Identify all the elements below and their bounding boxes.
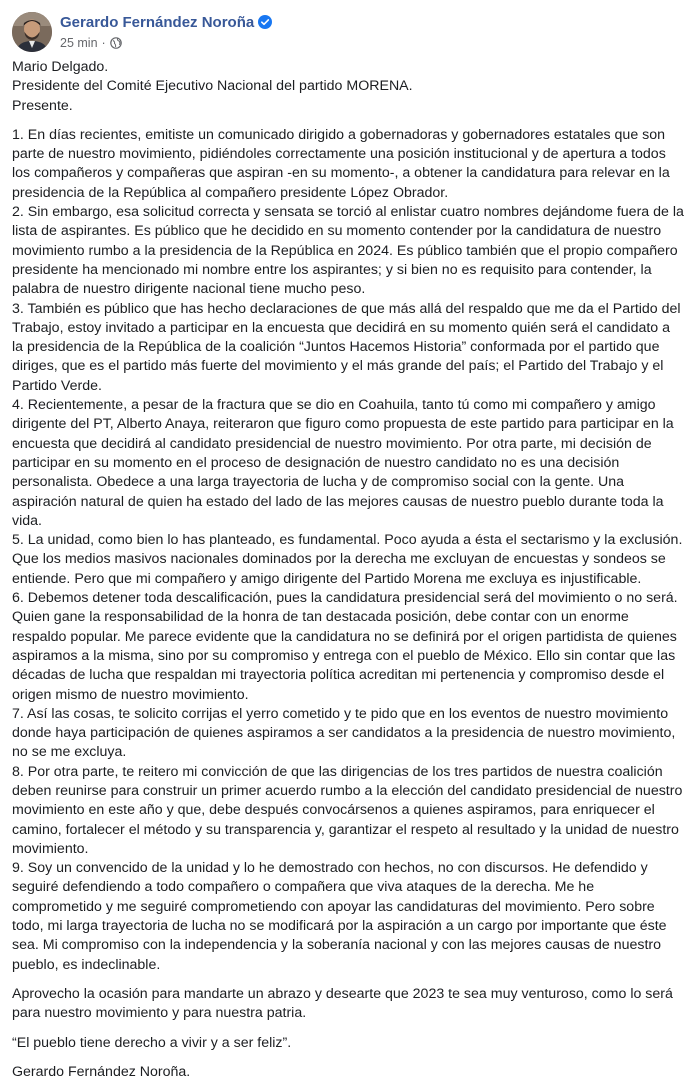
letter-point: 3. También es público que has hecho declaraciones de que más allá del respaldo que me da el Partido del Trabajo, estoy invitado a participar en la encuesta que decidirá en su momento quién será el candidato a la presidencia de la República de la coalición “Juntos Hacemos Historia” conformada por el partido que diriges, que es el partido más fuerte del movimiento y el más grande del país; el Partido del Trabajo y el Partido Verde. [12, 300, 681, 394]
letter-point: 8. Por otra parte, te reitero mi convicción de que las dirigencias de los tres partidos de nuestra coalición deben reunirse para construir un primer acuerdo rumbo a la elección del candidato presidencial de nuestro movimiento en este año y que, debe después convocársenos a quienes aspiramos, para enriquecer el camino, fortalecer el método y su transparencia y, garantizar el respeto al resultado y la unidad de nuestro movimiento. [12, 763, 683, 857]
letter-point: 9. Soy un convencido de la unidad y lo he demostrado con hechos, no con discursos. He defendido y seguiré defendiendo a todo compañero o compañera que viva ataques de la derecha. Me he comprometido y me seguiré comprometiendo con apoyar las candidaturas del movimiento. Pero sobre todo, mi larga trayectoria de lucha no se modificará por la aspiración a un cargo por importante que éste sea. Mi compromiso con la independencia y la soberanía nacional y con las mejores causas de nuestro pueblo, es indeclinable. [12, 860, 667, 973]
salutation-line: Presente. [12, 97, 73, 114]
post-timestamp[interactable]: 25 min [60, 35, 98, 50]
avatar[interactable] [12, 12, 52, 52]
post-header [12, 10, 272, 54]
signature: Gerardo Fernández Noroña. [12, 1063, 191, 1080]
letter-point: 5. La unidad, como bien lo has planteado, es fundamental. Poco ayuda a ésta el sectarismo y la exclusión. Que los medios masivos nacionales dominados por la derecha me excluyan de encuestas y sondeos se entiende. Pero que mi compañero y amigo dirigente del Partido Morena me excluya es injustificable. [12, 532, 683, 587]
avatar-photo-icon [12, 12, 52, 52]
post-subline [60, 34, 272, 52]
salutation-line: Mario Delgado. [12, 59, 109, 75]
post-body [12, 58, 684, 1082]
author-row [60, 13, 272, 32]
verified-badge-icon [258, 15, 272, 29]
letter-point: 7. Así las cosas, te solicito corrijas el yerro cometido y te pido que en los eventos de nuestro movimiento donde haya participación de quienes aspiramos a ser candidatos a la presidencia de nuestro movimiento, no se me excluya. [12, 705, 676, 761]
author-name[interactable]: Gerardo Fernández Noroña [60, 13, 255, 31]
salutation-line: Presidente del Comité Ejecutivo Nacional del partido MORENA. [12, 78, 413, 95]
letter-point: 4. Recientemente, a pesar de la fractura que se dio en Coahuila, tanto tú como mi compañero y amigo dirigente del PT, Alberto Anaya, reiteraron que figuro como propuesta de este partido para participar en la encuesta que decidirá al candidato presidencial de nuestro movimiento. Por otra parte, mi decisión de participar en su momento en el proceso de designación de nuestro candidato no es una decisión personalista. Obedece a una larga trayectoria de lucha y de compromiso social con la gente. Una aspiración natural de quien ha estado del lado de las mejores causas de nuestro pueblo durante toda la vida. [12, 397, 674, 529]
meta-separator: · [101, 35, 106, 50]
letter-point: 2. Sin embargo, esa solicitud correcta y sensata se torció al enlistar cuatro nombres dejándome fuera de la lista de aspirantes. Es público que he decidido en su momento contender por la candidatura de nuestro movimiento rumbo a la presidencia de la República en 2024. Es público también que el propio compañero presidente ha mencionado mi nombre entre los aspirantes; y si bien no es requisito para contender, la palabra de nuestro dirigente nacional tiene mucho peso. [12, 204, 684, 298]
post-meta [60, 13, 272, 52]
closing-paragraph: Aprovecho la ocasión para mandarte un abrazo y desearte que 2023 te sea muy venturoso, como lo será para nuestro movimiento y para nuestra patria. [12, 985, 673, 1022]
letter-point: 1. En días recientes, emitiste un comunicado dirigido a gobernadoras y gobernadores estatales que son parte de nuestro movimiento, pidiéndoles correctamente una posición institucional y de apertura a todos los compañeros y compañeras que aspiran -en su momento-, a obtener la candidatura para relevar en la presidencia de la República al compañero presidente López Obrador. [12, 126, 670, 201]
letter-point: 6. Debemos detener toda descalificación, pues la candidatura presidencial será del movimiento o no será. Quien gane la responsabilidad de la honra de tan destacada posición, debe contar con un enorme respaldo popular. Me parece evidente que la candidatura no se definirá por el origen partidista de quienes aspiramos a la misma, sino por su compromiso y entrega con el pueblo de México. Ello sin contar que las décadas de lucha que respaldan mi trayectoria política acreditan mi pertenencia y compromiso desde el origen mismo de nuestro movimiento. [12, 590, 678, 703]
globe-icon[interactable] [110, 37, 122, 49]
quote: “El pueblo tiene derecho a vivir y a ser feliz”. [12, 1034, 292, 1051]
